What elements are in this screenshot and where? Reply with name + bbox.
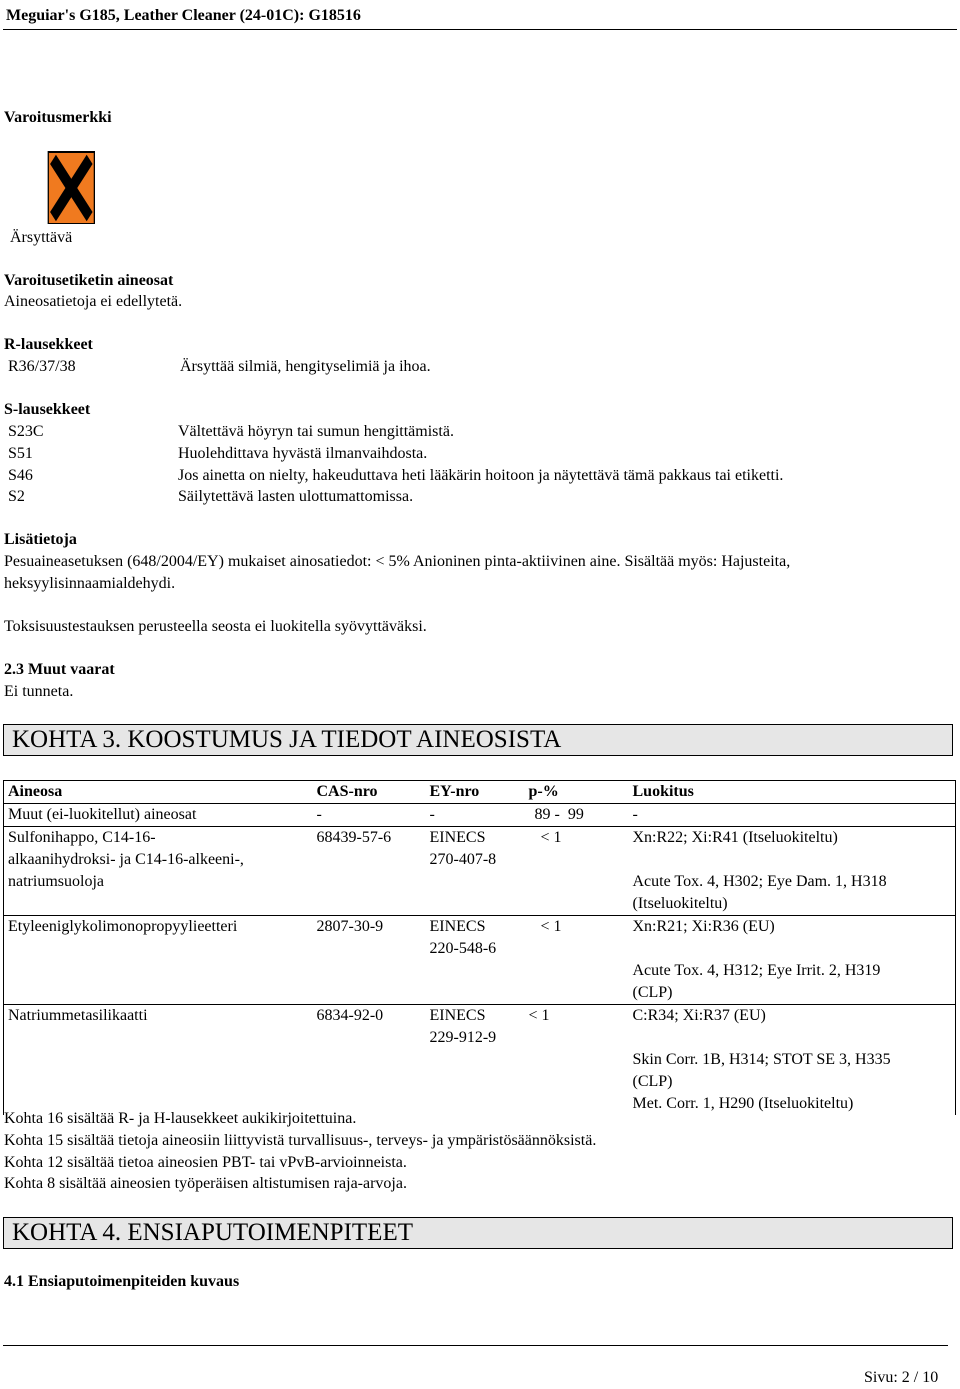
- table-row: [4, 804, 956, 827]
- label-ingredients-heading: Varoitusetiketin aineosat: [4, 272, 174, 289]
- ec-number: EINECS: [429, 829, 486, 846]
- other-hazards-heading: 2.3 Muut vaarat: [4, 661, 115, 678]
- classification: (CLP): [632, 984, 673, 1001]
- s-phrase-text: Säilytettävä lasten ulottumattomissa.: [178, 488, 414, 505]
- column-header: EY-nro: [429, 783, 480, 800]
- ec-number: 270-407-8: [429, 851, 497, 868]
- s-phrase-code: S51: [8, 445, 33, 462]
- additional-info-heading: Lisätietoja: [4, 531, 77, 548]
- percentage: < 1: [540, 829, 562, 846]
- percentage: < 1: [540, 918, 562, 935]
- section-3-note: Kohta 8 sisältää aineosien työperäisen altistumisen raja-arvoja.: [4, 1175, 407, 1192]
- table-row: [4, 1005, 956, 1116]
- table-row: [4, 916, 956, 1005]
- r-phrase-text: Ärsyttää silmiä, hengityselimiä ja ihoa.: [180, 358, 431, 375]
- composition-table: [3, 780, 956, 1115]
- warning-symbol-heading: Varoitusmerkki: [4, 109, 112, 126]
- column-header: Aineosa: [8, 783, 63, 800]
- cas-number: 2807-30-9: [316, 918, 384, 935]
- percentage: < 1: [528, 1007, 550, 1024]
- column-header: Luokitus: [632, 783, 694, 800]
- ec-number: -: [429, 806, 435, 823]
- ec-number: 220-548-6: [429, 940, 497, 957]
- cas-number: 68439-57-6: [316, 829, 392, 846]
- other-hazards-text: Ei tunneta.: [4, 683, 74, 700]
- section-3-heading: KOHTA 3. KOOSTUMUS JA TIEDOT AINEOSISTA: [3, 724, 953, 756]
- s-phrase-code: S2: [8, 488, 25, 505]
- additional-info-line: Pesuaineasetuksen (648/2004/EY) mukaiset ainosatiedot: < 5% Anioninen pinta-aktiivinen aine. Sisältää myös: Hajusteita,: [4, 553, 791, 570]
- column-header: CAS-nro: [316, 783, 378, 800]
- s-phrase-text: Jos ainetta on nielty, hakeuduttava heti lääkärin hoitoon ja näytettävä tämä pakkaus tai etiketti.: [178, 467, 784, 484]
- ingredient-name: Sulfonihappo, C14-16-: [8, 829, 156, 846]
- spacer: [633, 938, 952, 960]
- irritant-cross-icon: [47, 150, 95, 224]
- section-3-note: Kohta 15 sisältää tietoja aineosiin liittyvistä turvallisuus-, terveys- ja ympäristösäännöksistä.: [4, 1132, 597, 1149]
- table-row: [4, 827, 956, 916]
- cas-number: -: [316, 806, 322, 823]
- s-phrase-code: S23C: [8, 423, 44, 440]
- column-header: p-%: [528, 783, 559, 800]
- classification: (CLP): [632, 1073, 673, 1090]
- cas-number: 6834-92-0: [316, 1007, 384, 1024]
- ec-number: EINECS: [429, 1007, 486, 1024]
- percentage: 89 - 99: [534, 806, 584, 823]
- label-ingredients-text: Aineosatietoja ei edellytetä.: [4, 293, 183, 310]
- footer-divider: [3, 1345, 948, 1346]
- ec-number: 229-912-9: [429, 1029, 497, 1046]
- spacer: [633, 1027, 952, 1049]
- section-3-note: Kohta 12 sisältää tietoa aineosien PBT- tai vPvB-arvioinneista.: [4, 1154, 407, 1171]
- r-phrases-heading: R-lausekkeet: [4, 336, 93, 353]
- classification: Skin Corr. 1B, H314; STOT SE 3, H335: [632, 1051, 891, 1068]
- classification: Met. Corr. 1, H290 (Itseluokiteltu): [632, 1095, 854, 1112]
- table-header-row: [4, 781, 956, 804]
- additional-info-line: Toksisuustestauksen perusteella seosta ei luokitella syövyttäväksi.: [4, 618, 427, 635]
- classification: Xn:R21; Xi:R36 (EU): [632, 918, 775, 935]
- ingredient-name: Natriummetasilikaatti: [8, 1007, 148, 1024]
- ingredient-name: Etyleeniglykolimonopropyylieetteri: [8, 918, 238, 935]
- document-title: Meguiar's G185, Leather Cleaner (24-01C): G18516: [6, 7, 361, 24]
- page-number: Sivu: 2 / 10: [864, 1369, 939, 1386]
- s-phrase-code: S46: [8, 467, 33, 484]
- classification: (Itseluokiteltu): [632, 895, 728, 912]
- classification: -: [632, 806, 638, 823]
- classification: C:R34; Xi:R37 (EU): [632, 1007, 766, 1024]
- ingredient-name: alkaanihydroksi- ja C14-16-alkeeni-,: [8, 851, 244, 868]
- section-4-subheading: 4.1 Ensiaputoimenpiteiden kuvaus: [4, 1273, 240, 1290]
- r-phrase-code: R36/37/38: [8, 358, 76, 375]
- ingredient-name: Muut (ei-luokitellut) aineosat: [8, 806, 197, 823]
- s-phrases-heading: S-lausekkeet: [4, 401, 91, 418]
- section-3-note: Kohta 16 sisältää R- ja H-lausekkeet aukikirjoitettuina.: [4, 1110, 357, 1127]
- header-divider: [3, 29, 957, 30]
- s-phrase-text: Vältettävä höyryn tai sumun hengittämistä.: [178, 423, 454, 440]
- classification: Xn:R22; Xi:R41 (Itseluokiteltu): [632, 829, 838, 846]
- s-phrase-text: Huolehdittava hyvästä ilmanvaihdosta.: [178, 445, 428, 462]
- ingredient-name: natriumsuoloja: [8, 873, 104, 890]
- section-4-heading: KOHTA 4. ENSIAPUTOIMENPITEET: [3, 1217, 953, 1249]
- spacer: [633, 849, 952, 871]
- additional-info-line: heksyylisinnaamialdehydi.: [4, 575, 176, 592]
- ec-number: EINECS: [429, 918, 486, 935]
- classification: Acute Tox. 4, H302; Eye Dam. 1, H318: [632, 873, 887, 890]
- classification: Acute Tox. 4, H312; Eye Irrit. 2, H319: [632, 962, 881, 979]
- warning-symbol-label: Ärsyttävä: [10, 229, 73, 246]
